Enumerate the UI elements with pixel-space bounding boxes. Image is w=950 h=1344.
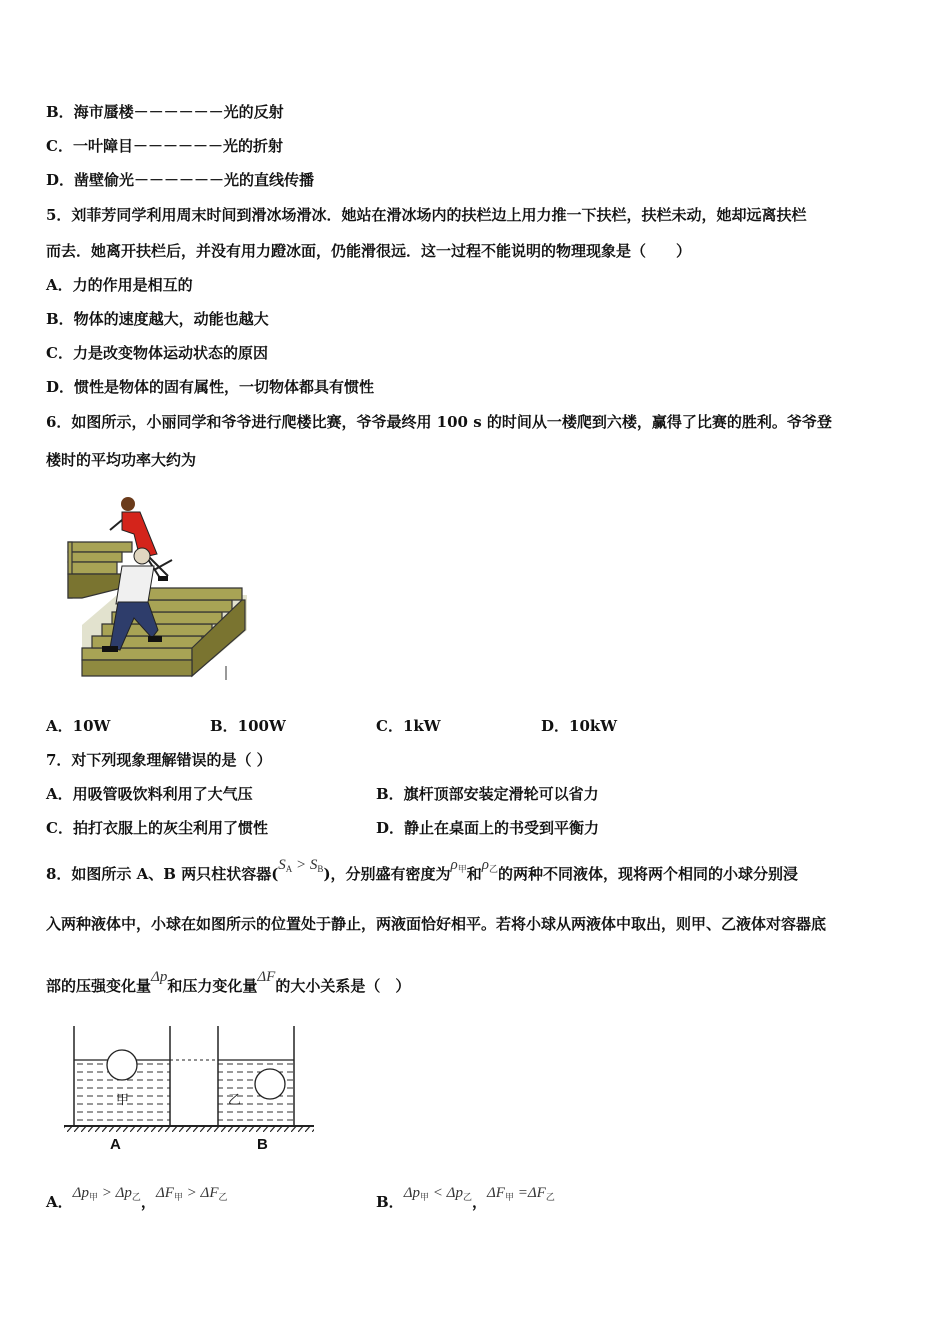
delta-f-symbol: ΔF: [257, 969, 276, 985]
q8-option-b: B．$\Delta p_甲 < \Delta p_乙$，$\Delta F_甲 =\Delta F_乙$: [376, 1185, 555, 1211]
question-8-line1: 8．如图所示 A、B 两只柱状容器$(S_A > S_B)$，分别盛有密度为$\rho_甲$和$\rho_乙$的两种不同液体，现将两个相同的小球分别浸: [46, 857, 799, 883]
q7-option-a: A．用吸管吸饮料利用了大气压: [46, 785, 253, 803]
option-c-leaf: C．一叶障目－－－－－－光的折射: [46, 137, 283, 155]
q7-option-d: D．静止在桌面上的书受到平衡力: [376, 819, 600, 837]
option-b-mirage: B．海市蜃楼－－－－－－光的反射: [46, 103, 284, 121]
question-7: 7．对下列现象理解错误的是（ ）: [46, 751, 272, 769]
rho-jia: $\rho_甲$: [450, 857, 467, 874]
q5-option-b: B．物体的速度越大，动能也越大: [46, 310, 269, 328]
ball-b: [255, 1069, 285, 1099]
ball-a: [107, 1050, 137, 1080]
question-5-line1: 5．刘菲芳同学利用周末时间到滑冰场滑冰．她站在滑冰场内的扶栏边上用力推一下扶栏，扶栏未动，她却远离扶栏: [46, 206, 807, 224]
q6-option-d: D．10kW: [541, 717, 618, 735]
question-8-line2: 入两种液体中，小球在如图所示的位置处于静止，两液面恰好相平。若将小球从两液体中取出，则甲、乙液体对容器底: [46, 915, 827, 933]
container-label-a: A: [110, 1136, 121, 1153]
liquid-label-yi: 乙: [228, 1093, 242, 1108]
q7-option-b: B．旗杆顶部安装定滑轮可以省力: [376, 785, 599, 803]
stair-climbing-figure: [62, 490, 252, 680]
q5-option-c: C．力是改变物体运动状态的原因: [46, 344, 268, 362]
delta-p-symbol: Δp: [151, 969, 168, 985]
rho-yi: $\rho_乙$: [481, 857, 498, 874]
question-6-line2: 楼时的平均功率大约为: [46, 451, 197, 469]
option-d-wall: D．凿壁偷光－－－－－－光的直线传播: [46, 171, 315, 189]
q7-option-c: C．拍打衣服上的灰尘利用了惯性: [46, 819, 268, 837]
q6-option-a: A．10W: [46, 717, 111, 735]
area-inequality: $S_A > S_B$: [278, 857, 324, 874]
question-8-line3: 部的压强变化量Δp和压力变化量ΔF的大小关系是（ ）: [46, 969, 411, 995]
q6-option-c: C．1kW: [376, 717, 441, 735]
containers-figure: [46, 1020, 321, 1155]
q8-option-a: A．$\Delta p_甲 > \Delta p_乙$，$\Delta F_甲 > \Delta F_乙$: [46, 1185, 228, 1211]
question-6-line1: 6．如图所示，小丽同学和爷爷进行爬楼比赛，爷爷最终用 100 s 的时间从一楼爬到六楼，赢得了比赛的胜利。爷爷登: [46, 413, 832, 431]
q5-option-a: A．力的作用是相互的: [46, 276, 193, 294]
q6-option-b: B．100W: [210, 717, 286, 735]
container-label-b: B: [257, 1136, 268, 1153]
question-5-line2: 而去．她离开扶栏后，并没有用力蹬冰面，仍能滑很远．这一过程不能说明的物理现象是（ ）: [46, 242, 692, 260]
liquid-label-jia: 甲: [116, 1093, 130, 1108]
q5-option-d: D．惯性是物体的固有属性，一切物体都具有惯性: [46, 378, 375, 396]
